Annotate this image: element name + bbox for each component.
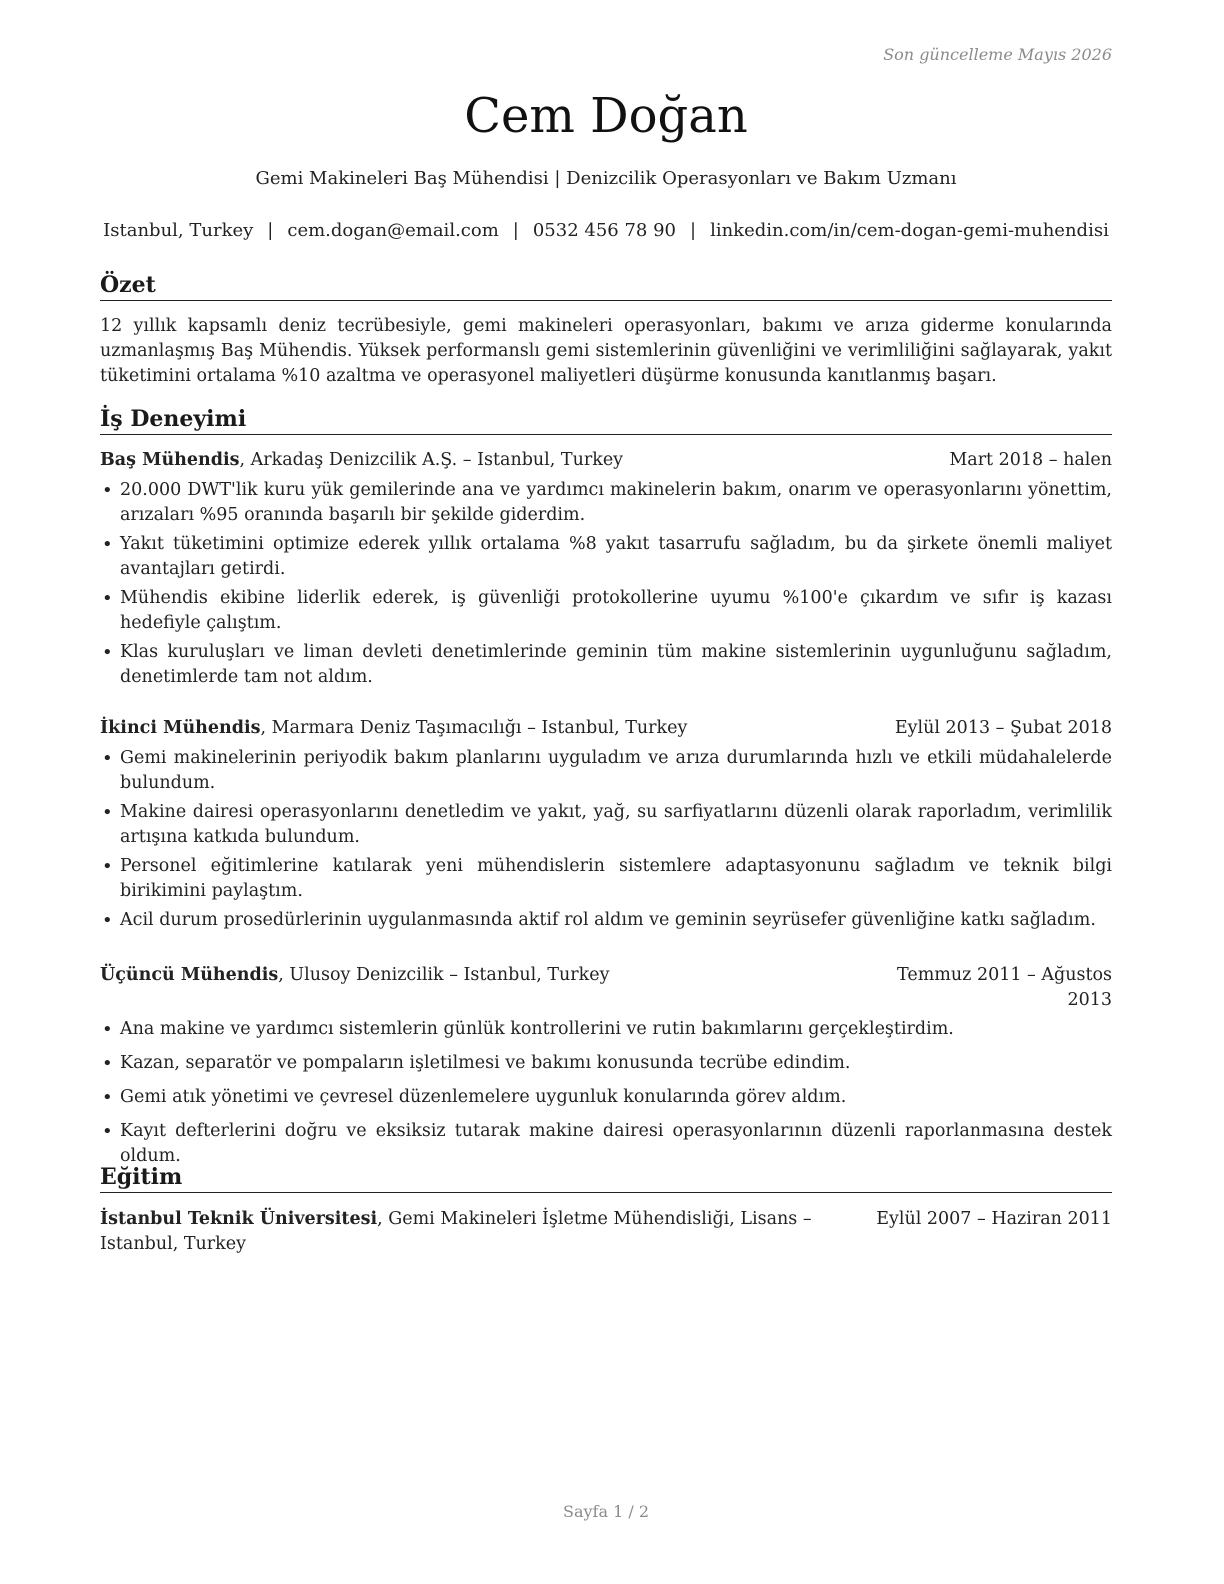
list-item: • Makine dairesi operasyonlarını denetledim ve yakıt, yağ, su sarfiyatlarını düzenli olarak raporladım, verimlilik artışına katkıda bulundum. bbox=[100, 800, 1112, 850]
list-item: • Mühendis ekibine liderlik ederek, iş güvenliği protokollerine uyumu %100'e çıkardım ve sıfır iş kazası hedefiyle çalıştım. bbox=[100, 586, 1112, 636]
contact-phone[interactable]: 0532 456 78 90 bbox=[532, 220, 676, 241]
job-title-line bbox=[100, 963, 610, 1013]
tagline: Gemi Makineleri Baş Mühendisi | Denizcilik Operasyonları ve Bakım Uzmanı bbox=[255, 168, 957, 189]
list-item: • Kayıt defterlerini doğru ve eksiksiz tutarak makine dairesi operasyonlarının düzenli raporlanmasına destek oldum. bbox=[100, 1119, 1112, 1169]
contact-location: Istanbul, Turkey bbox=[103, 220, 254, 241]
list-item: • Ana makine ve yardımcı sistemlerin günlük kontrollerini ve rutin bakımlarını gerçekleştirdim. bbox=[100, 1017, 1112, 1042]
job-header bbox=[100, 448, 1112, 473]
last-updated: Son güncelleme Mayıs 2026 bbox=[883, 45, 1112, 64]
list-item: • 20.000 DWT'lik kuru yük gemilerinde ana ve yardımcı makinelerin bakım, onarım ve operasyonlarını yönettim, arızaları %95 oranında başarılı bir şekilde giderdim. bbox=[100, 478, 1112, 528]
contact-separator: | bbox=[690, 220, 697, 241]
job-bullets bbox=[100, 478, 1112, 694]
list-item: • Klas kuruluşları ve liman devleti denetimlerinde geminin tüm makine sistemlerinin uygunluğunu sağladım, denetimlerde tam not aldım. bbox=[100, 640, 1112, 690]
job-header bbox=[100, 963, 1112, 1013]
list-item: • Gemi makinelerinin periyodik bakım planlarını uyguladım ve arıza durumlarında hızlı ve etkili müdahalelerde bulundum. bbox=[100, 746, 1112, 796]
job-org: , Marmara Deniz Taşımacılığı – Istanbul, Turkey bbox=[260, 718, 688, 738]
job-dates: Mart 2018 – halen bbox=[949, 450, 1112, 470]
list-item: • Gemi atık yönetimi ve çevresel düzenlemelere uygunluk konularında görev aldım. bbox=[100, 1085, 1112, 1110]
candidate-name: Cem Doğan bbox=[464, 88, 748, 144]
list-item: • Yakıt tüketimini optimize ederek yıllık ortalama %8 yakıt tasarrufu sağladım, bu da şirkete önemli maliyet avantajları getirdi. bbox=[100, 532, 1112, 582]
resume-page bbox=[100, 0, 1112, 1584]
contact-separator: | bbox=[512, 220, 519, 241]
education-title-line bbox=[100, 1207, 870, 1257]
contact-email[interactable]: cem.dogan@email.com bbox=[287, 220, 499, 241]
summary-heading: Özet bbox=[100, 272, 1112, 301]
job-org: , Arkadaş Denizcilik A.Ş. – Istanbul, Turkey bbox=[239, 450, 624, 470]
job-org: , Ulusoy Denizcilik – Istanbul, Turkey bbox=[278, 965, 610, 985]
page-number: Sayfa 1 / 2 bbox=[562, 1502, 649, 1521]
education-dates: Eylül 2007 – Haziran 2011 bbox=[876, 1209, 1112, 1229]
job-bullets bbox=[100, 746, 1112, 937]
education-detail: , Gemi Makineleri İşletme Mühendisliği, Lisans – Istanbul, Turkey bbox=[100, 1209, 812, 1254]
contact-separator: | bbox=[267, 220, 274, 241]
experience-heading: İş Deneyimi bbox=[100, 406, 1112, 435]
contact-line bbox=[80, 220, 1132, 241]
list-item: • Kazan, separatör ve pompaların işletilmesi ve bakımı konusunda tecrübe edindim. bbox=[100, 1051, 1112, 1076]
list-item: • Acil durum prosedürlerinin uygulanmasında aktif rol aldım ve geminin seyrüsefer güvenliğine katkı sağladım. bbox=[100, 908, 1112, 933]
job-dates: Eylül 2013 – Şubat 2018 bbox=[894, 718, 1112, 738]
education-entry bbox=[100, 1207, 1112, 1257]
education-school: İstanbul Teknik Üniversitesi bbox=[100, 1209, 378, 1229]
job-title-line bbox=[100, 448, 623, 473]
job-title-line bbox=[100, 716, 687, 741]
summary-text: 12 yıllık kapsamlı deniz tecrübesiyle, gemi makineleri operasyonları, bakımı ve arıza giderme konularında uzmanlaşmış Baş Mühendis. Yüksek performanslı gemi sistemlerinin güvenliğini ve verimliliğini sağlayarak, yakıt tüketimini ortalama %10 azaltma ve operasyonel maliyetleri düşürme konusunda kanıtlanmış başarı. bbox=[100, 316, 1112, 386]
job-header bbox=[100, 716, 1112, 741]
list-item: • Personel eğitimlerine katılarak yeni mühendislerin sistemlere adaptasyonunu sağladım ve teknik bilgi birikimini paylaştım. bbox=[100, 854, 1112, 904]
job-dates: Temmuz 2011 – Ağustos 2013 bbox=[897, 965, 1112, 1010]
job-role: Baş Mühendis bbox=[100, 450, 240, 470]
job-bullets bbox=[100, 1017, 1112, 1173]
education-heading: Eğitim bbox=[100, 1164, 1112, 1193]
contact-linkedin[interactable]: linkedin.com/in/cem-dogan-gemi-muhendisi bbox=[710, 220, 1109, 241]
job-role: Üçüncü Mühendis bbox=[100, 965, 279, 985]
job-role: İkinci Mühendis bbox=[100, 718, 261, 738]
